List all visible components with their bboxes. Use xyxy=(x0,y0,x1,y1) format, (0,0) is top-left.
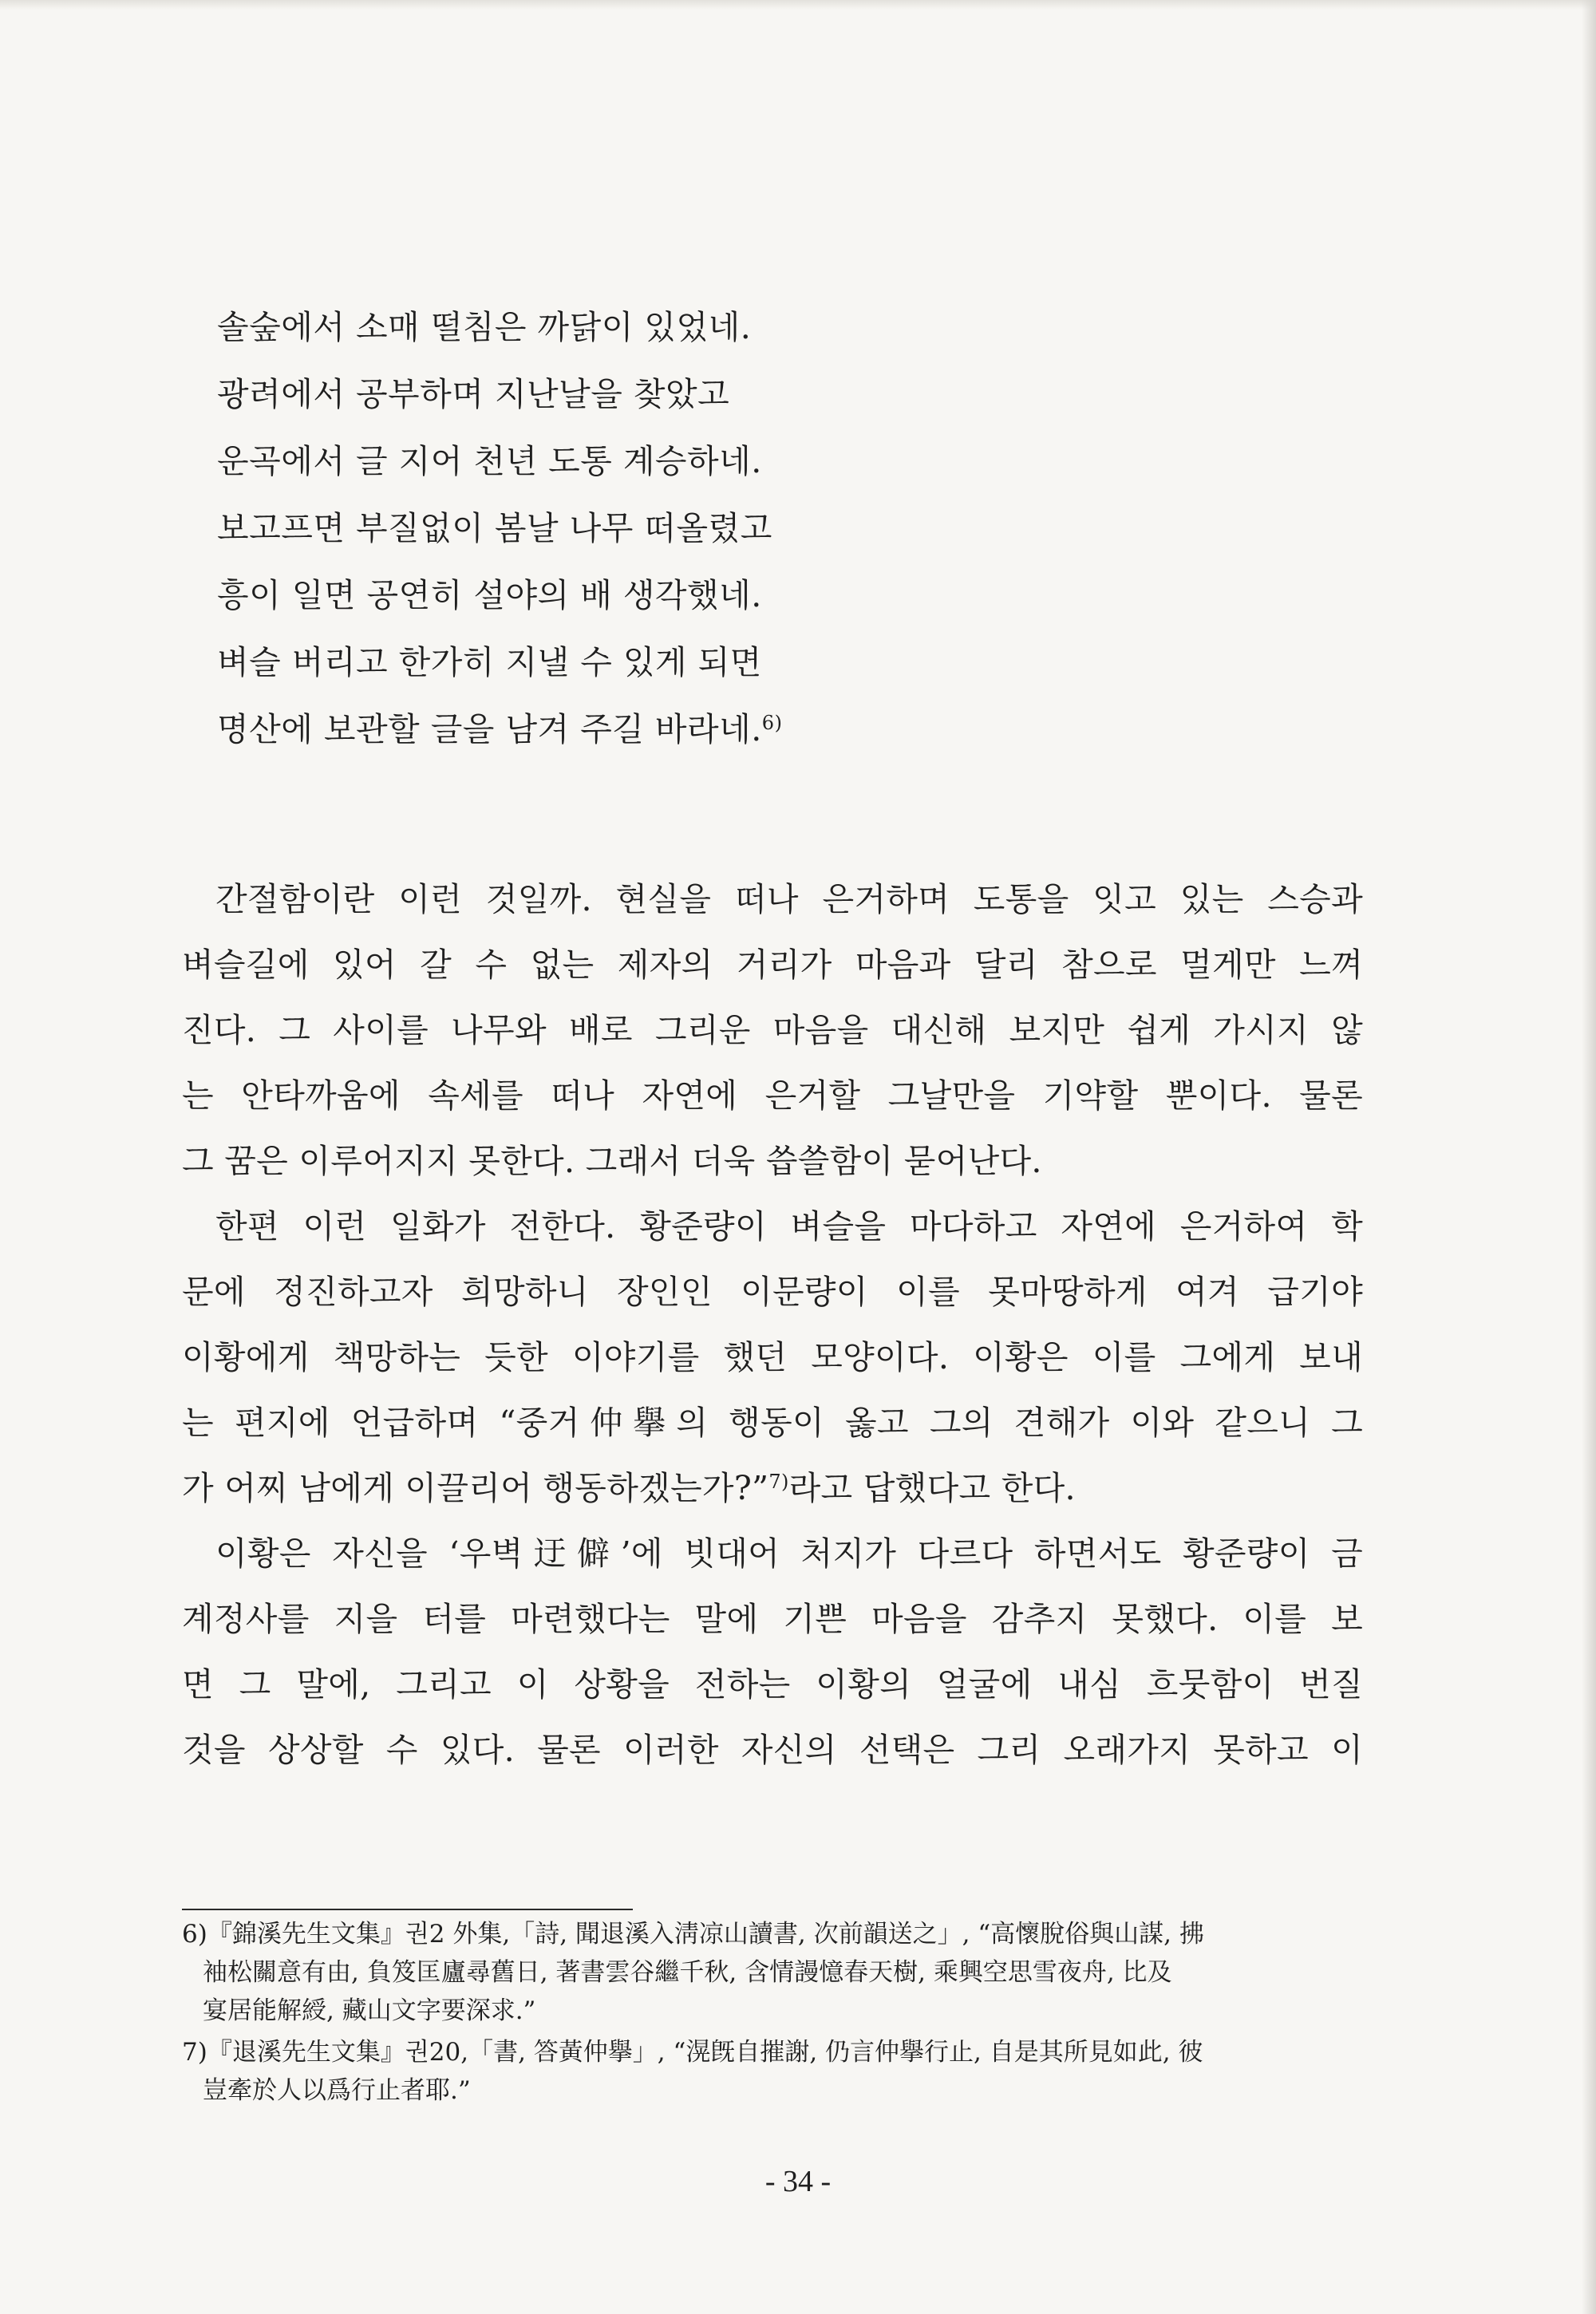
body-text-segment: 가 어찌 남에게 이끌리어 행동하겠는가?” xyxy=(182,1469,769,1507)
body-line: 계정사를 지을 터를 마련했다는 말에 기쁜 마음을 감추지 못했다. 이를 보 xyxy=(182,1600,1363,1638)
footnotes xyxy=(182,1915,1363,2113)
poem-line: 벼슬 버리고 한가히 지낼 수 있게 되면 xyxy=(217,643,762,681)
body-line: 이황에게 책망하는 듯한 이야기를 했던 모양이다. 이황은 이를 그에게 보내 xyxy=(182,1338,1363,1376)
paragraph-3 xyxy=(182,1521,1363,1783)
footnote-line: 6)『錦溪先生文集』권2 外集,「詩, 聞退溪入淸凉山讀書, 次前韻送之」, “高懷脫俗與山謀, 拂 xyxy=(182,1920,1204,1949)
body-line: 이황은 자신을 ‘우벽迂僻’에 빗대어 처지가 다르다 하면서도 황준량이 금 xyxy=(215,1534,1363,1573)
body-line: 면 그 말에, 그리고 이 상황을 전하는 이황의 얼굴에 내심 흐뭇함이 번질 xyxy=(182,1665,1363,1704)
footnote-line: 豈牽於人以爲行止者耶.” xyxy=(203,2076,471,2105)
body-line: 간절함이란 이런 것일까. 현실을 떠나 은거하며 도통을 잇고 있는 스승과 xyxy=(215,880,1363,918)
poem-line: 솔숲에서 소매 떨침은 까닭이 있었네. xyxy=(217,308,752,346)
body-line: 한편 이런 일화가 전한다. 황준량이 벼슬을 마다하고 자연에 은거하여 학 xyxy=(215,1207,1363,1246)
scan-edge-right xyxy=(1582,0,1596,2314)
footnote-ref-7: 7) xyxy=(768,1471,789,1493)
footnote-ref-6: 6) xyxy=(761,712,783,734)
page-number: - 34 - xyxy=(764,2165,832,2198)
poem-line-text: 명산에 보관할 글을 남겨 주길 바라네. xyxy=(217,710,762,748)
footnote-7 xyxy=(182,2033,1363,2110)
body-line: 그 꿈은 이루어지지 못한다. 그래서 더욱 씁쓸함이 묻어난다. xyxy=(182,1142,1042,1180)
body-line: 것을 상상할 수 있다. 물론 이러한 자신의 선택은 그리 오래가지 못하고 이 xyxy=(182,1731,1363,1769)
footnote-line: 袖松關意有由, 負笈匡廬尋舊日, 著書雲谷繼千秋, 含情謾憶春天樹, 乘興空思雪夜舟, 比及 xyxy=(203,1958,1172,1987)
body-line: 는 안타까움에 속세를 떠나 자연에 은거할 그날만을 기약할 뿐이다. 물론 xyxy=(182,1076,1363,1115)
footnote-divider xyxy=(182,1909,633,1910)
body-line: 문에 정진하고자 희망하니 장인인 이문량이 이를 못마땅하게 여겨 급기야 xyxy=(182,1273,1363,1311)
footnote-line: 宴居能解綬, 藏山文字要深求.” xyxy=(203,1996,536,2025)
body-text xyxy=(182,867,1363,1783)
footnote-6 xyxy=(182,1915,1363,2030)
poem-line: 광려에서 공부하며 지난날을 찾았고 xyxy=(217,375,730,413)
paragraph-1 xyxy=(182,867,1363,1194)
footnote-line: 7)『退溪先生文集』권20,「書, 答黃仲擧」, “滉旣自摧謝, 仍言仲擧行止, 自是其所見如此, 彼 xyxy=(182,2038,1203,2067)
body-text-segment: 라고 답했다고 한다. xyxy=(788,1469,1076,1507)
poem-line: 운곡에서 글 지어 천년 도통 계승하네. xyxy=(217,442,762,480)
body-line xyxy=(182,1455,1363,1521)
poem-line: 보고프면 부질없이 봄날 나무 떠올렸고 xyxy=(217,509,772,547)
poem-translation xyxy=(217,294,1414,763)
body-line: 진다. 그 사이를 나무와 배로 그리운 마음을 대신해 보지만 쉽게 가시지 않 xyxy=(182,1011,1363,1049)
body-line: 는 편지에 언급하며 “중거仲擧의 행동이 옳고 그의 견해가 이와 같으니 그 xyxy=(182,1404,1363,1442)
poem-line-last xyxy=(217,696,1414,763)
scan-edge-top xyxy=(0,0,1596,10)
paragraph-2 xyxy=(182,1194,1363,1521)
body-line: 벼슬길에 있어 갈 수 없는 제자의 거리가 마음과 달리 참으로 멀게만 느껴 xyxy=(182,946,1363,984)
poem-line: 흥이 일면 공연히 설야의 배 생각했네. xyxy=(217,576,762,614)
